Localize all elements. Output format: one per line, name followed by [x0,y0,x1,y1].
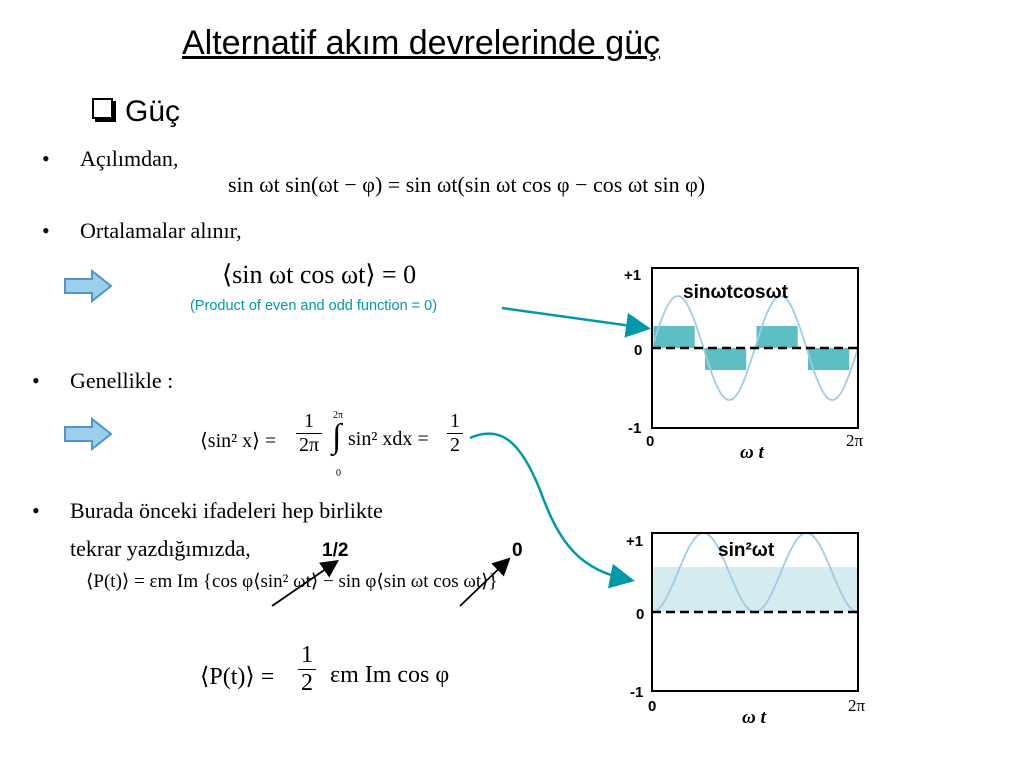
chart-mean-block [757,326,798,348]
eq-lhs: ⟨sin² x⟩ = [200,430,277,452]
chart-sin2 [626,533,866,728]
bullet-text: Ortalamalar alınır, [80,218,242,243]
integral-upper: 2π [333,410,344,421]
bullet-dot-icon: • [32,498,40,523]
connector-arrow [470,434,630,580]
y-tick-top: +1 [626,533,644,550]
annotation-zero: 0 [512,540,523,561]
annotation-half: 1/2 [322,540,349,561]
integral-sign-icon: ∫ [332,418,342,455]
equation-power-full: ⟨P(t)⟩ = εm Im {cos φ⟨sin² ωt⟩ − sin φ⟨sin ωt cos ωt⟩} [86,571,498,592]
frac-den: 2 [450,434,460,456]
chart-label: sinωtcosωt [683,282,788,303]
equation-expansion: sin ωt sin(ωt − φ) = sin ωt(sin ωt cos φ − cos ωt sin φ) [228,172,706,197]
annotation-arrow [460,560,508,606]
section-heading-text: Güç [125,95,181,128]
annotation-arrow [272,562,336,606]
bullet-dot-icon: • [32,368,40,393]
y-tick-bottom: -1 [628,420,642,437]
frac-num: 1 [298,642,316,670]
integral-lower: 0 [336,468,341,479]
frac-num: 1 [447,410,463,434]
y-tick-mid: 0 [634,342,643,359]
chart-mean-block [705,348,746,370]
y-tick-mid: 0 [636,606,645,623]
connector-arrow [502,308,646,328]
bullet-text: Açılımdan, [80,146,179,171]
frac-num: 1 [296,410,322,434]
bullet-dot-icon: • [42,218,50,243]
bullet-text: Burada önceki ifadeleri hep birlikte [70,498,383,523]
eq-rhs: εm Im cos φ [330,662,450,688]
note-even-odd: (Product of even and odd function = 0) [190,298,438,314]
chart-mean-fill [652,567,858,612]
bullet-rewrite-line2: tekrar yazdığımızda, [70,536,251,561]
frac-den: 2 [301,670,313,696]
bullet-text: Genellikle : [70,368,174,393]
x-tick-right: 2π [848,696,866,715]
page-title: Alternatif akım devrelerinde güç [182,24,661,62]
chart-mean-block [654,326,695,348]
equation-avg-sincos: ⟨sin ωt cos ωt⟩ = 0 [222,260,417,289]
y-tick-bottom: -1 [630,684,644,701]
x-axis-label: ω t [742,707,766,728]
y-tick-top: +1 [624,267,642,284]
eq-integrand: sin² xdx = [348,428,429,450]
x-axis-label: ω t [740,442,764,463]
x-tick-left: 0 [646,433,655,450]
x-tick-left: 0 [648,698,657,715]
chart-mean-block [808,348,849,370]
chart-label: sin²ωt [718,540,775,561]
chart-sincos [624,267,864,463]
frac-den: 2π [299,434,320,456]
bullet-dot-icon: • [42,146,50,171]
eq-lhs: ⟨P(t)⟩ = [200,664,275,690]
x-tick-right: 2π [846,431,864,450]
